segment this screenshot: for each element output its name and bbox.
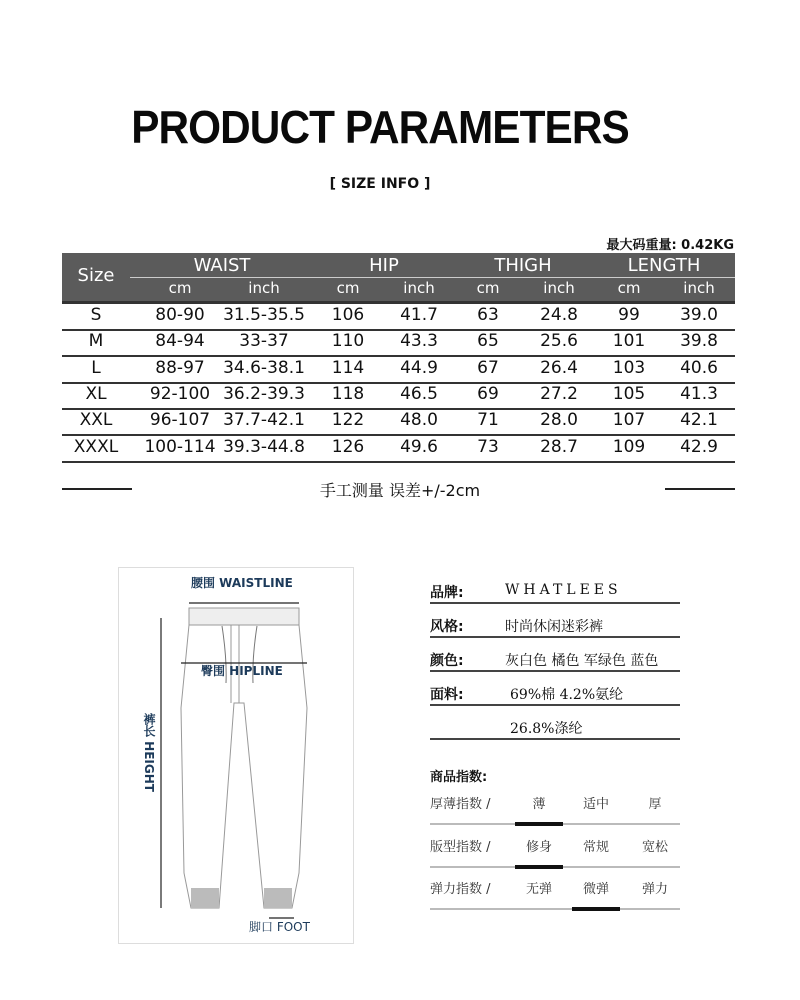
unit-header: cm bbox=[168, 279, 192, 297]
value-cell: 49.6 bbox=[400, 436, 438, 457]
size-cell: XXL bbox=[79, 410, 113, 431]
size-cell: S bbox=[90, 305, 102, 325]
index-selected-marker bbox=[515, 865, 563, 869]
value-cell: 41.7 bbox=[400, 305, 438, 325]
group-header: THIGH bbox=[494, 255, 552, 276]
value-cell: 92-100 bbox=[149, 383, 211, 404]
value-cell: 110 bbox=[331, 331, 365, 352]
info-value: 时尚休闲迷彩裤 bbox=[505, 619, 603, 635]
index-option: 适中 bbox=[582, 797, 610, 812]
value-cell: 39.3-44.8 bbox=[223, 436, 305, 457]
unit-header: cm bbox=[336, 279, 360, 297]
index-option: 修身 bbox=[525, 840, 553, 855]
value-cell: 84-94 bbox=[155, 331, 205, 352]
index-track bbox=[430, 908, 680, 910]
info-label: 面料: bbox=[430, 687, 464, 703]
group-header: WAIST bbox=[193, 255, 251, 276]
value-cell: 69 bbox=[477, 383, 499, 404]
value-cell: 99 bbox=[618, 305, 640, 325]
value-cell: 105 bbox=[612, 383, 646, 404]
page-title: PRODUCT PARAMETERS bbox=[131, 101, 629, 153]
value-cell: 28.0 bbox=[540, 410, 578, 431]
group-header: HIP bbox=[369, 255, 399, 276]
info-value: 26.8%涤纶 bbox=[510, 721, 583, 737]
table-row bbox=[62, 356, 735, 384]
table-header bbox=[62, 253, 735, 304]
value-cell: 122 bbox=[331, 410, 365, 431]
info-value: 灰白色 橘色 军绿色 蓝色 bbox=[505, 653, 659, 669]
table-row bbox=[62, 303, 735, 331]
size-cell: L bbox=[91, 357, 101, 378]
divider bbox=[430, 704, 680, 706]
value-cell: 33-37 bbox=[239, 331, 289, 352]
unit-header: inch bbox=[248, 279, 280, 297]
group-header: LENGTH bbox=[627, 255, 701, 276]
value-cell: 27.2 bbox=[540, 383, 578, 404]
max-weight: 最大码重量: 0.42KG bbox=[606, 238, 734, 253]
divider bbox=[430, 602, 680, 604]
hipline-label: 臀围 HIPLINE bbox=[201, 664, 283, 678]
value-cell: 41.3 bbox=[680, 383, 718, 404]
foot-label: 脚口 FOOT bbox=[249, 920, 310, 934]
index-title: 商品指数: bbox=[430, 770, 488, 785]
size-cell: XXXL bbox=[73, 436, 119, 457]
value-cell: 63 bbox=[477, 305, 499, 325]
index-option: 厚 bbox=[648, 797, 662, 812]
divider bbox=[430, 636, 680, 638]
value-cell: 31.5-35.5 bbox=[223, 305, 305, 325]
size-header: Size bbox=[77, 265, 115, 286]
info-label: 风格: bbox=[430, 619, 464, 635]
unit-header: inch bbox=[683, 279, 715, 297]
value-cell: 65 bbox=[477, 331, 499, 352]
info-label: 颜色: bbox=[430, 653, 464, 669]
value-cell: 24.8 bbox=[540, 305, 578, 325]
value-cell: 109 bbox=[612, 436, 646, 457]
table-row bbox=[62, 408, 735, 436]
pants-diagram bbox=[118, 567, 354, 944]
value-cell: 103 bbox=[612, 357, 646, 378]
unit-header: cm bbox=[476, 279, 500, 297]
info-label: 品牌: bbox=[430, 585, 464, 601]
value-cell: 107 bbox=[612, 410, 646, 431]
index-label: 厚薄指数 / bbox=[430, 797, 491, 812]
table-row bbox=[62, 435, 735, 463]
value-cell: 88-97 bbox=[155, 357, 205, 378]
index-option: 常规 bbox=[582, 840, 610, 855]
index-selected-marker bbox=[572, 907, 620, 911]
value-cell: 80-90 bbox=[155, 305, 205, 325]
waistline-label: 腰围 WAISTLINE bbox=[191, 576, 293, 590]
index-option: 无弹 bbox=[525, 882, 553, 897]
value-cell: 42.1 bbox=[680, 410, 718, 431]
table-row bbox=[62, 382, 735, 410]
value-cell: 73 bbox=[477, 436, 499, 457]
value-cell: 36.2-39.3 bbox=[223, 383, 305, 404]
size-cell: XL bbox=[85, 383, 107, 404]
unit-header: inch bbox=[543, 279, 575, 297]
value-cell: 42.9 bbox=[680, 436, 718, 457]
unit-header: inch bbox=[403, 279, 435, 297]
index-label: 版型指数 / bbox=[430, 840, 491, 855]
value-cell: 39.8 bbox=[680, 331, 718, 352]
unit-header: cm bbox=[617, 279, 641, 297]
index-option: 微弹 bbox=[582, 882, 610, 897]
index-option: 薄 bbox=[532, 797, 546, 812]
index-selected-marker bbox=[515, 822, 563, 826]
value-cell: 39.0 bbox=[680, 305, 718, 325]
value-cell: 40.6 bbox=[680, 357, 718, 378]
value-cell: 25.6 bbox=[540, 331, 578, 352]
index-label: 弹力指数 / bbox=[430, 882, 491, 897]
value-cell: 67 bbox=[477, 357, 499, 378]
index-option: 宽松 bbox=[641, 840, 669, 855]
value-cell: 126 bbox=[331, 436, 365, 457]
info-value: 69%棉 4.2%氨纶 bbox=[510, 687, 624, 703]
table-row bbox=[62, 329, 735, 357]
value-cell: 114 bbox=[331, 357, 365, 378]
section-subtitle: [ SIZE INFO ] bbox=[329, 176, 431, 192]
value-cell: 28.7 bbox=[540, 436, 578, 457]
value-cell: 106 bbox=[331, 305, 365, 325]
value-cell: 48.0 bbox=[400, 410, 438, 431]
value-cell: 26.4 bbox=[540, 357, 578, 378]
value-cell: 96-107 bbox=[149, 410, 211, 431]
value-cell: 101 bbox=[612, 331, 646, 352]
value-cell: 34.6-38.1 bbox=[223, 357, 305, 378]
value-cell: 37.7-42.1 bbox=[223, 410, 305, 431]
value-cell: 43.3 bbox=[400, 331, 438, 352]
height-label: 裤长 HEIGHT bbox=[142, 713, 156, 792]
value-cell: 71 bbox=[477, 410, 499, 431]
size-cell: M bbox=[88, 331, 104, 352]
value-cell: 44.9 bbox=[400, 357, 438, 378]
value-cell: 118 bbox=[331, 383, 365, 404]
measurement-note: 手工测量 误差+/-2cm bbox=[319, 481, 481, 500]
value-cell: 100-114 bbox=[144, 436, 216, 457]
info-value: WHATLEES bbox=[505, 582, 622, 598]
value-cell: 46.5 bbox=[400, 383, 438, 404]
divider bbox=[430, 670, 680, 672]
divider bbox=[430, 738, 680, 740]
index-option: 弹力 bbox=[641, 882, 669, 897]
